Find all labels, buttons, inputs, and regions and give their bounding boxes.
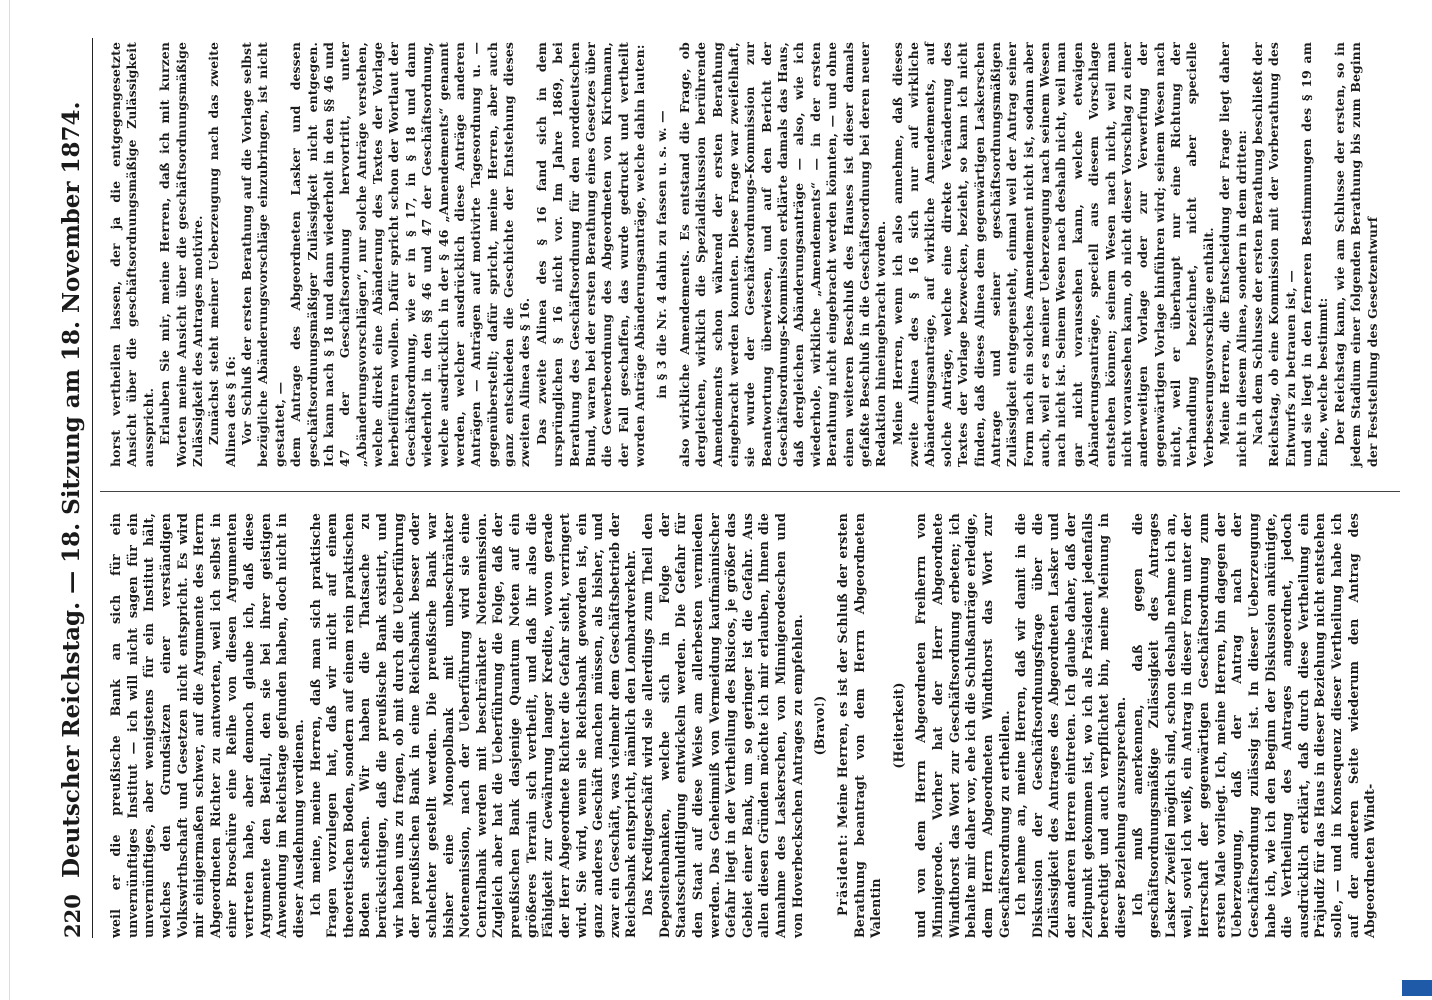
paragraph: Zunächst steht meiner Ueberzeugung nach das zweite Alinea des § 16: [206, 42, 238, 467]
paragraph: also wirkliche Amendements. Es entstand die Frage, ob dergleichen, wirklich die Spezialdiskussion berührende Amendements schon während der ersten Berathung eingebracht werden konnten. Diese Frage war zweifelhaft, sie wurde der Geschäftsordnungs-Kommission zur Beantwortung überwiesen, und auf den Bericht der Geschäftsordnungs-Kommission erklärte damals das Haus, daß dergleichen Abänderungsanträge — also, wie ich wiederhole, wirkliche „Amendements“ — in der ersten Berathung nicht eingebracht werden könnten, — und ohne einen weiteren Beschluß des Hauses ist dieser damals gefaßte Beschluß in die Geschäftsordnung bei deren neuer Redaktion hineingebracht worden. [676, 42, 889, 467]
quoted-rule: Der Reichstag kann, wie am Schlusse der ersten, so in jedem Stadium einer folgenden Berathung bis zum Beginn der Feststellung des Gesetzentwurf [1331, 42, 1380, 467]
dfg-logo [1402, 980, 1432, 996]
paragraph: Das zweite Alinea des § 16 fand sich in dem ursprünglichen § 16 nicht vor. Im Jahre 1869, bei Berathung des Geschäftsordnung für den norddeutschen Bund, waren bei der ersten Berathung eines Gesetzes über die Gewerbeordnung des Abgeordneten von Kirchmann, der Fall geschaffen, das wurde gedruckt und vertheilt worden Anträge Abänderungsanträge, welche dahin lauten: [533, 42, 647, 467]
running-title: Deutscher Reichstag. — 18. Sitzung am 18. November 1874. [58, 101, 85, 878]
paragraph: Erlauben Sie mir, meine Herren, daß ich mit kurzen Worten meine Ansicht über die geschäftsordnungsmäßige Zulässigkeit des Antrages motivire. [157, 42, 205, 467]
paragraph: horst vertheilen lassen, der ja die entgegengesetzte Ansicht über die geschäftsordnungsmäßige Zulässigkeit ausspricht. [108, 42, 156, 467]
left-column [108, 513, 1379, 938]
applause-note: (Bravo!) [812, 695, 828, 756]
paragraph: und sie liegt in den ferneren Bestimmungen des § 19 am Ende, welche bestimmt: [1299, 42, 1331, 467]
digitization-credit [1413, 0, 1429, 1000]
page-number: 220 [60, 894, 85, 938]
laughter-note: (Heiterkeit) [890, 682, 906, 769]
quoted-rule: in § 3 die Nr. 4 dahin zu fassen u. s. w. — [654, 110, 670, 399]
paragraph: Das Kreditgeschäft wird sie allerdings zum Theil den Depositenbanken, welche sich in Folge der Staatsschuldtilgung entwickeln werden. Die Gefahr für den Staat auf diese Weise am allerbesten vermieden werden. Das Geheimniß von Vermeidung kaufmännischer Gefahr liegt in der Vertheilung des Risicos, je größer das Gebiet einer Bank, um so geringer ist die Gefahr. Aus allen diesen Gründen möchte ich mir erlauben, Ihnen die Annahme des Laskerschen, von Minnigerodeschen und von Hoverbeckschen Antrages zu empfehlen. [640, 513, 805, 938]
right-column [108, 42, 1381, 467]
quoted-rule: Vor Schluß der ersten Berathung auf die Vorlage selbst bezügliche Abänderungsvorschläge einzubringen, ist nicht gestattet, — [239, 42, 287, 467]
paragraph: und von dem Herrn Abgeordneten Freiherrn von Minnigerode. Vorher hat der Herr Abgeordnete Windthorst das Wort zur Geschäftsordnung erbeten; ich behalte mir daher vor, ehe ich die Schlußanträge erledige, dem Herrn Abgeordneten Windthorst das Wort zur Geschäftsordnung zu ertheilen. [913, 513, 1012, 938]
document-page [22, 0, 1400, 1000]
paragraph: weil er die preußische Bank an sich für ein unvernünftiges Institut — ich will nicht sagen für ein unvernünftiges, aber wenigstens für ein Institut hält, welches den Grundsätzen einer verständigen Volkswirthschaft und Gesetzen nicht entspricht. Es wird mir einigermaßen schwer, auf die Argumente des Herrn Abgeordneten Richter zu antworten, weil ich selbst in einer Broschüre eine Reihe von diesen Argumenten vertreten habe, aber dennoch glaube ich, daß diese Argumente den Beifall, den sie bei ihrer geistigen Anwendung im Reichstage gefunden haben, doch nicht in dieser Ausdehnung verdienen. [108, 513, 306, 938]
paragraph: Meine Herren, wenn ich also annehme, daß dieses zweite Alinea des § 16 sich nur auf wirkliche Abänderungsanträge, auf wirkliche Amendements, auf solche Anträge, welche eine direkte Veränderung des Textes der Vorlage bezwecken, bezieht, so kann ich nicht finden, daß dieses Alinea dem gegenwärtigen Laskerschen Antrage und seiner geschäftsordnungsmäßigen Zulässigkeit entgegensteht, einmal weil der Antrag seiner Form nach ein solches Amendement nicht ist, sodann aber auch, weil er es meiner Ueberzeugung nach seinem Wesen nach nicht ist. Seinem Wesen nach deshalb nicht, weil man gar nicht voraussehen kann, welche etwaigen Abänderungsanträge, speciell aus diesem Vorschlage entstehen können; seinem Wesen nach nicht, weil man nicht voraussehen kann, ob nicht dieser Vorschlag zu einer anderweitigen Vorlage oder zur Verwerfung der gegenwärtigen Vorlage hinführen wird; seinem Wesen nach nicht, weil er überhaupt nur eine Richtung der Verhandlung bezeichnet, nicht aber specielle Verbesserungsvorschläge enthält. [889, 42, 1216, 467]
president-text: Meine Herren, es ist der Schluß der ersten Berathung beantragt von dem Herrn Abgeordneten Valentin [834, 513, 884, 938]
quoted-rule: Nach dem Schlusse der ersten Berathung beschließt der Reichstag, ob eine Kommission mit der Vorberathung des Entwurfs zu betrauen ist, — [1249, 42, 1298, 467]
paragraph: Ich muß anerkennen, daß gegen die geschäftsordnungsmäßige Zulässigkeit des Antrages Lasker Zweifel möglich sind, schon deshalb nehme ich an, weil, soviel ich weiß, ein Antrag in dieser Form unter der Herrschaft der gegenwärtigen Geschäftsordnung zum ersten Male vorliegt. Ich, meine Herren, bin dagegen der Ueberzeugung, daß der Antrag nach der Geschäftsordnung zulässig ist. In dieser Ueberzeugung habe ich, wie ich den Beginn der Diskussion anküntigte, die Vertheilung des Antrages angeordnet, jedoch ausdrücklich erklärt, daß durch diese Vertheilung ein Präjudiz für das Haus in dieser Beziehung nicht entstehen solle, — und in Konsequenz dieser Vertheilung habe ich auf der anderen Seite wiederum den Antrag des Abgeordneten Windt- [1129, 513, 1378, 938]
page-header [58, 38, 93, 938]
paragraph: Ich meine, meine Herren, daß man sich praktische Fragen vorzulegen hat, daß wir nicht auf einem theoretischen Boden, sondern auf einem rein praktischen Boden stehen. Wir haben die Thatsache zu berücksichtigen, daß die preußische Bank existirt, und wir haben uns zu fragen, ob mit durch die Ueberführung der preußischen Bank in eine Reichsbank besser oder schlechter gestellt werden. Die preußische Bank war bisher eine Monopolbank mit unbeschränkter Notenemission, nach der Ueberführung wird sie eine Centralbank werden mit beschränkter Notenemission. Zugleich aber hat die Ueberführung die Folge, daß der preußischen Bank dasjenige Quantum Noten auf ein größeres Terrain sich vertheilt, und daß ihr also die Fähigkeit zur Gewährung langer Kredite, wovon gerade der Herr Abgeordnete Richter die Gefahr sieht, verringert wird. Sie wird, wenn sie Reichsbank geworden ist, ein ganz anderes Geschäft machen müssen, als bisher, und zwar ein Geschäft, was vielmehr dem Geschäftsbetrieb der Reichsbank entspricht, nämlich den Lombardverkehr. [307, 513, 639, 938]
paragraph: Ich nehme an, meine Herren, daß wir damit in die Diskussion der Geschäftsordnungsfrage über die Zulässigkeit des Antrages des Abgeordneten Lasker und der anderen Herren eintreten. Ich glaube daher, daß der Zeitpunkt gekommen ist, wo ich als Präsident jedenfalls berechtigt und auch verpflichtet bin, meine Meinung in dieser Beziehung auszusprechen. [1013, 513, 1128, 938]
president-statement [835, 513, 885, 938]
paragraph: dem Antrage des Abgeordneten Lasker und dessen geschäftsordnungsmäßiger Zulässigkeit nicht entgegen. Ich kann nach § 18 und dann wiederholt in den §§ 46 und 47 der Geschäftsordnung hervortritt, unter „Abänderungsvorschlägen“, nur solche Anträge verstehen, welche direkt eine Abänderung des Textes der Vorlage herbeiführen wollen. Dafür spricht schon der Wortlaut der Geschäftsordnung, wie er in § 17, in § 18 und dann wiederholt in den §§ 46 und 47 der Geschäftsordnung, welche ausdrücklich in der § 46 „Amendements“ genannt werden, welcher ausdrücklich diese Anträge anderen Anträgen — Anträgen auf motivirte Tagesordnung u. — gegenüberstellt; dafür spricht, meine Herren, aber auch ganz entschieden die Geschichte der Entstehung dieses zweiten Alinea des § 16. [288, 42, 533, 467]
speaker-label: Präsident: [834, 833, 850, 916]
column-divider [100, 491, 1400, 492]
paragraph: Meine Herren, die Entscheidung der Frage liegt daher nicht in diesem Alinea, sondern in dem dritten: [1217, 42, 1249, 467]
credit-line [1413, 0, 1429, 1000]
